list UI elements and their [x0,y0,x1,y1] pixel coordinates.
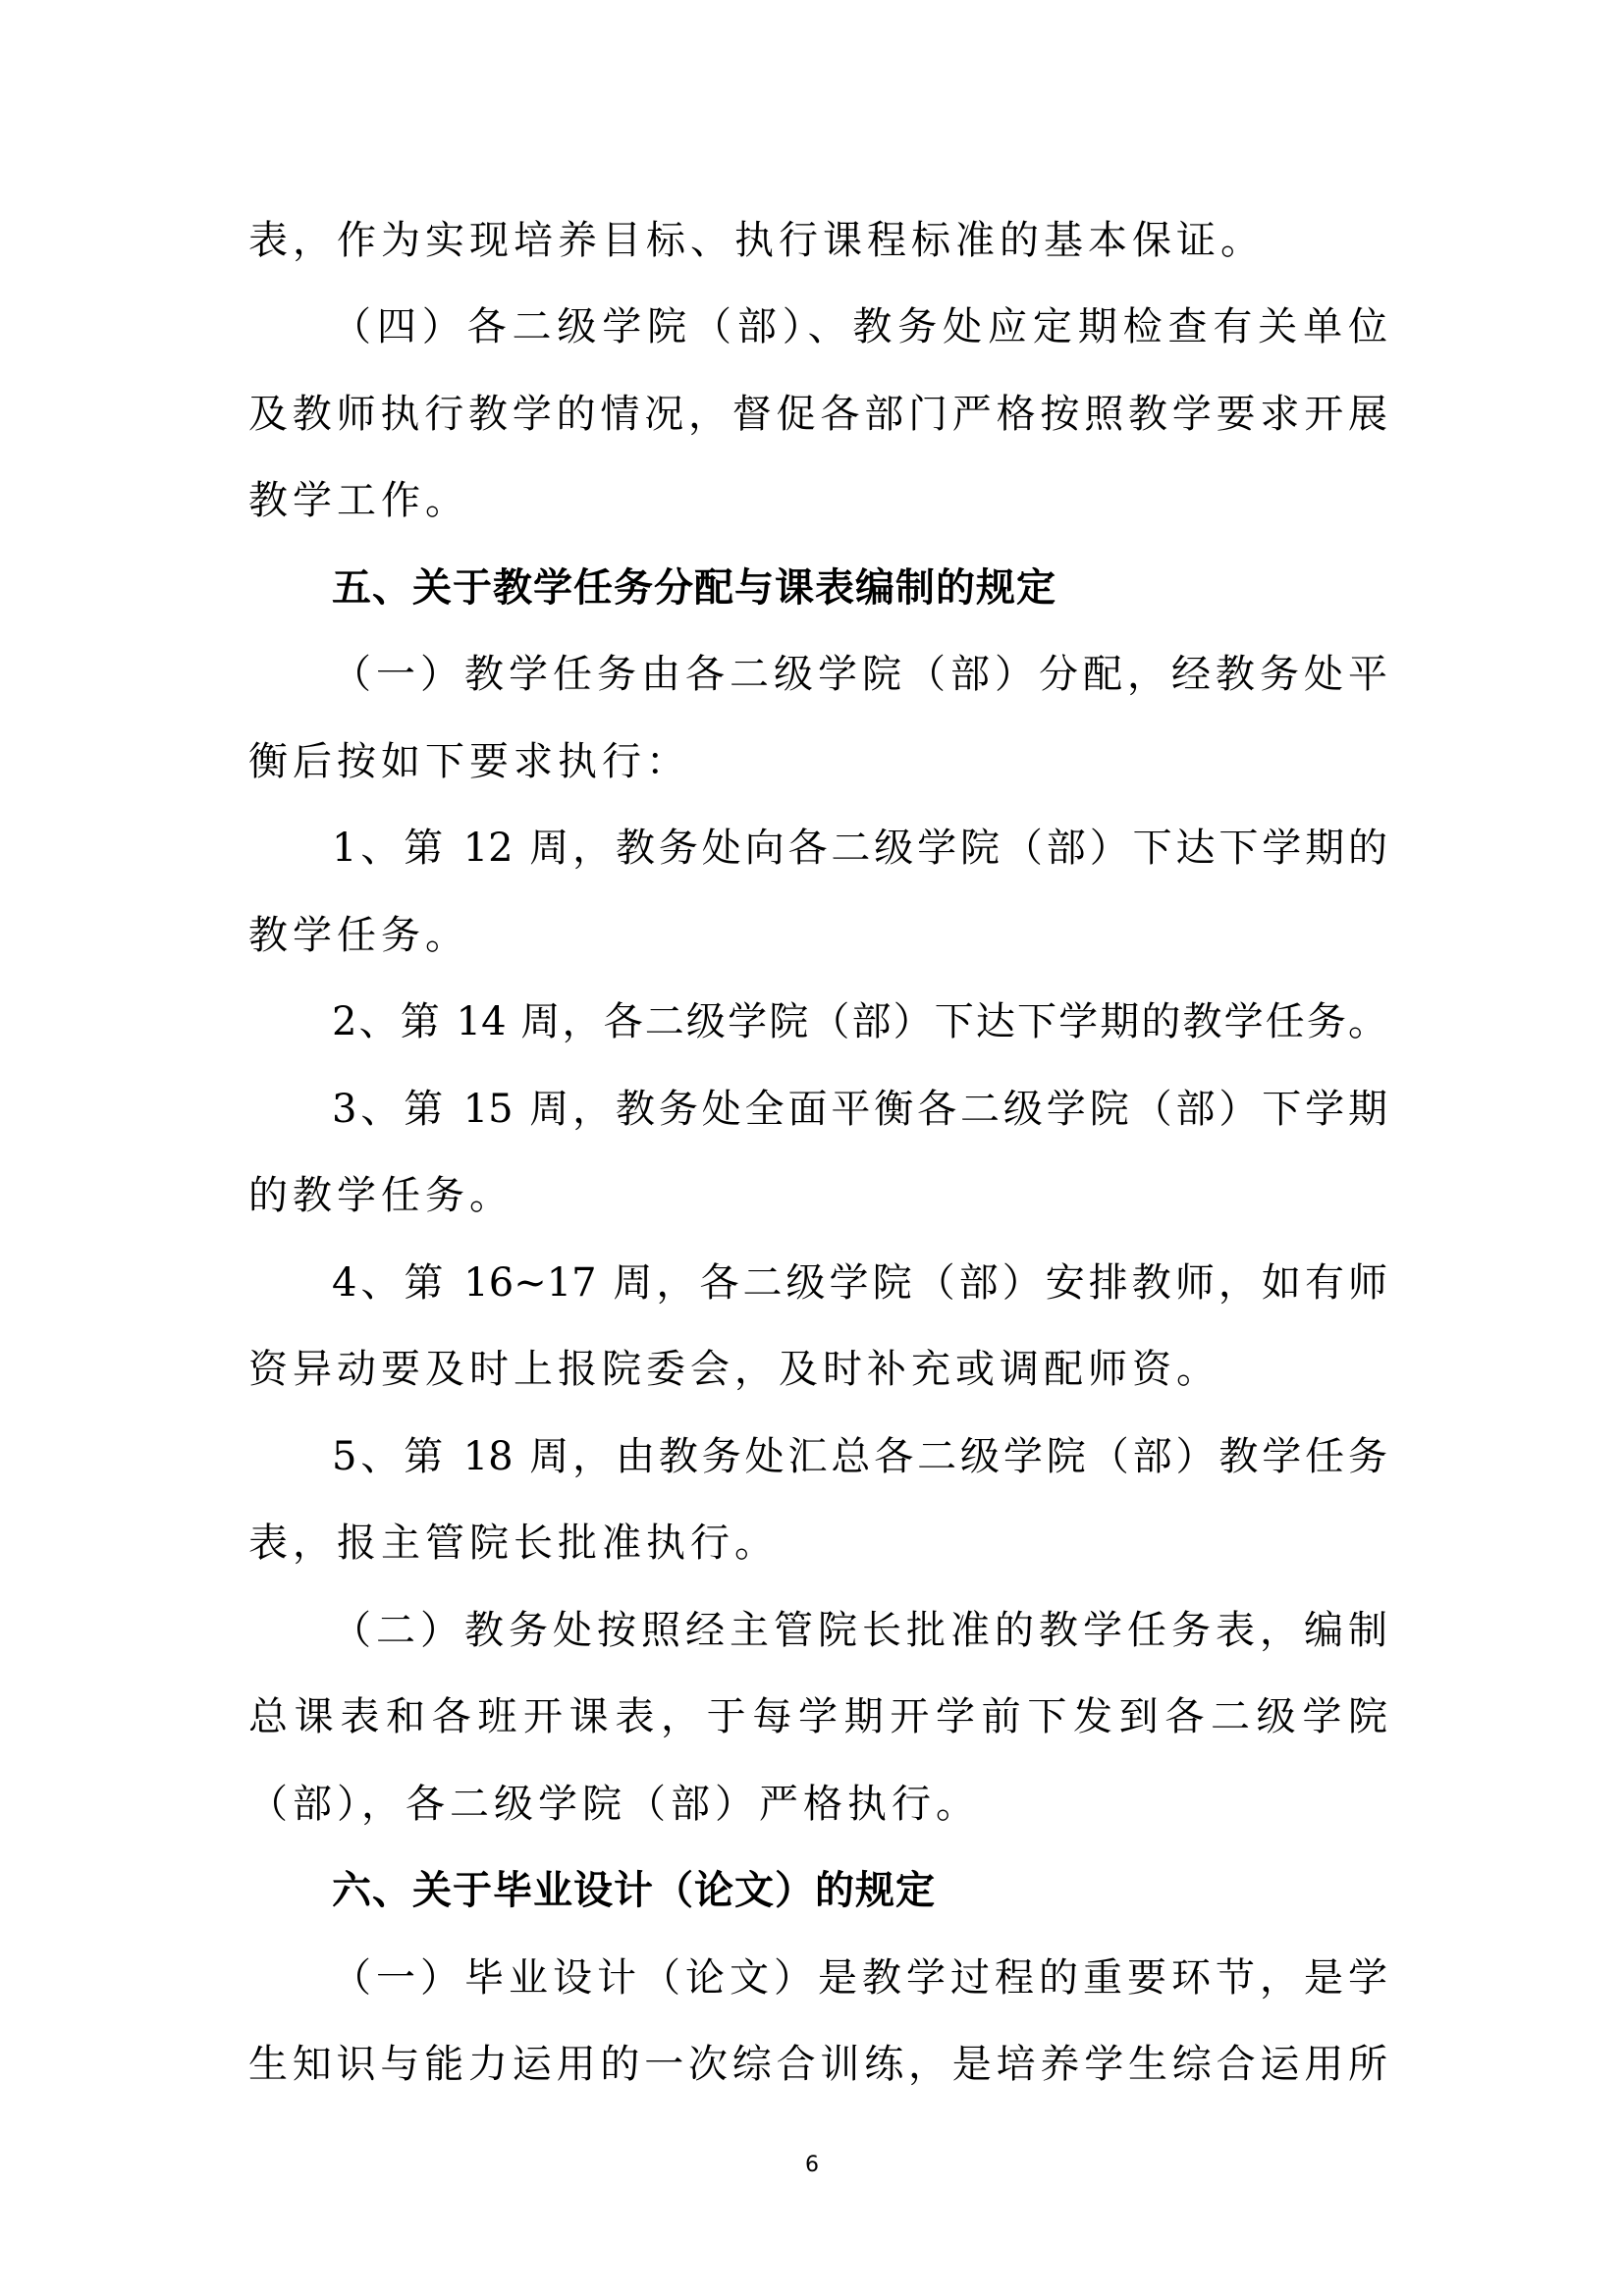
text-line: 的教学任务。 [248,1173,514,1218]
text-line: 1、第 12 周，教务处向各二级学院（部）下达下学期的 [332,826,1387,871]
text-line: 及教师执行教学的情况，督促各部门严格按照教学要求开展 [248,392,1387,437]
text-line: 表，报主管院长批准执行。 [248,1521,779,1566]
text-line: 3、第 15 周，教务处全面平衡各二级学院（部）下学期 [332,1087,1387,1132]
text-line: 总课表和各班开课表，于每学期开学前下发到各二级学院 [248,1694,1387,1739]
text-line: （部），各二级学院（部）严格执行。 [248,1782,980,1827]
text-line: 5、第 18 周，由教务处汇总各二级学院（部）教学任务 [332,1434,1387,1479]
text-line: （一）教学任务由各二级学院（部）分配，经教务处平 [332,652,1387,697]
text-line: 表，作为实现培养目标、执行课程标准的基本保证。 [248,218,1265,263]
text-line: 教学工作。 [248,478,469,523]
text-line: （二）教务处按照经主管院长批准的教学任务表，编制 [332,1608,1387,1653]
text-line: 资异动要及时上报院委会，及时补充或调配师资。 [248,1347,1220,1392]
page-number: 6 [805,2153,819,2177]
text-line: 生知识与能力运用的一次综合训练，是培养学生综合运用所 [248,2042,1387,2087]
section-heading: 五、关于教学任务分配与课表编制的规定 [332,565,1056,611]
text-line: 2、第 14 周，各二级学院（部）下达下学期的教学任务。 [332,999,1387,1044]
section-heading: 六、关于毕业设计（论文）的规定 [332,1868,936,1913]
text-line: 4、第 16~17 周，各二级学院（部）安排教师，如有师 [332,1260,1387,1306]
text-line: （一）毕业设计（论文）是教学过程的重要环节，是学 [332,1955,1387,2001]
text-line: （四）各二级学院（部）、教务处应定期检查有关单位 [332,304,1387,349]
text-line: 教学任务。 [248,913,469,958]
text-line: 衡后按如下要求执行： [248,739,690,784]
